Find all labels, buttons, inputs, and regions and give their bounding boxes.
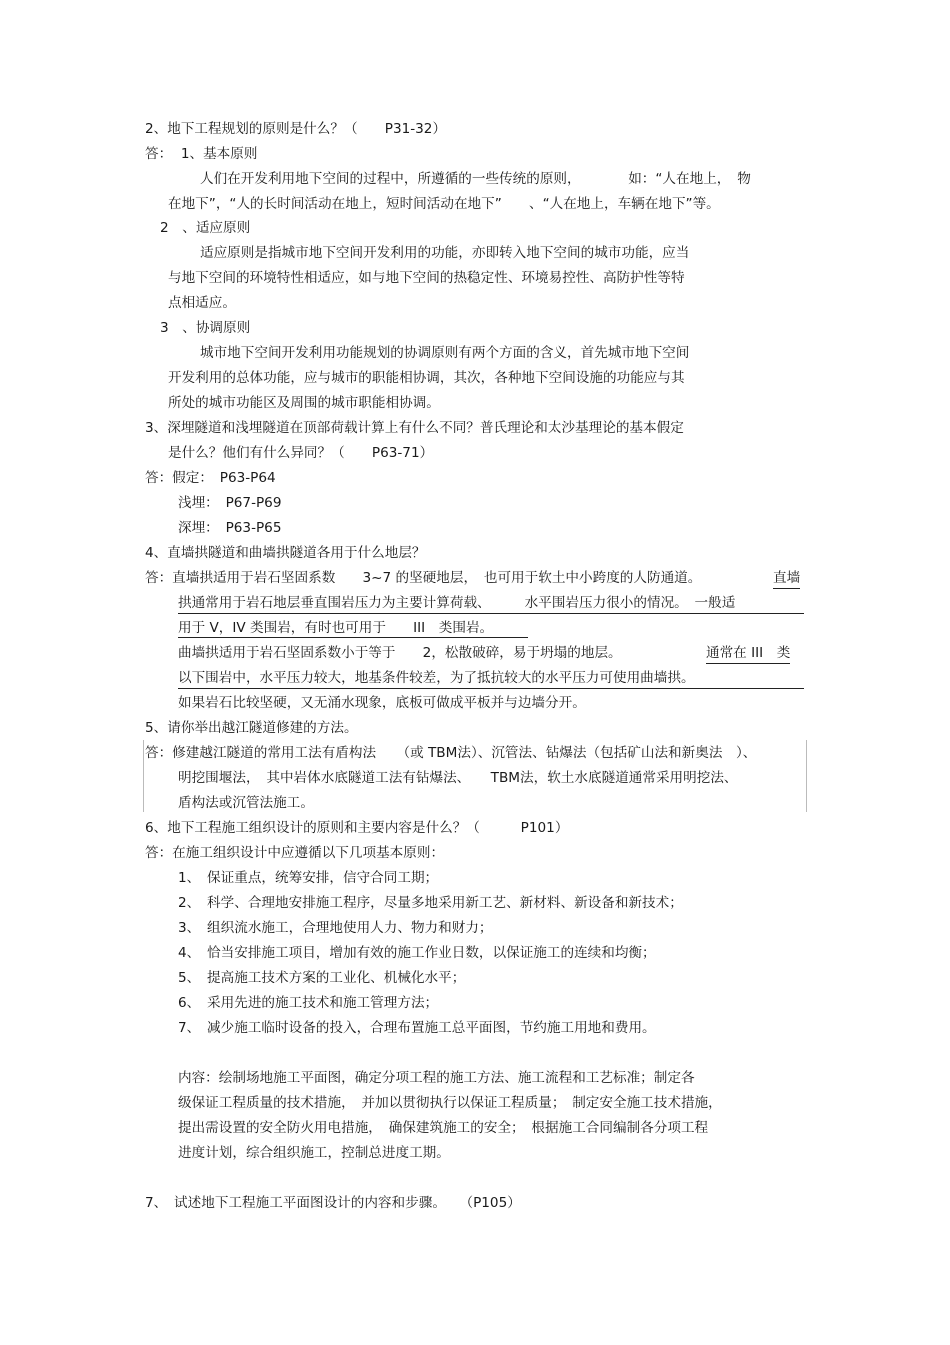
- answer-4-underlined-line: 以下围岩中，水平压力较大，地基条件较差，为了抵抗较大的水平压力可使用曲墙拱。: [178, 669, 804, 689]
- answer-5-line: 明挖围堰法， 其中岩体水底隧道工法有钻爆法、 TBM法，软土水底隧道通常采用明挖法、: [178, 770, 738, 786]
- answer-2-subheading: 2 、适应原则: [160, 220, 251, 236]
- answer-2-subheading: 3 、协调原则: [160, 320, 251, 336]
- answer-2-paragraph-line: 城市地下空间开发利用功能规划的协调原则有两个方面的含义，首先城市地下空间: [200, 345, 690, 361]
- answer-2-paragraph-line: 开发利用的总体功能，应与城市的职能相协调，其次，各种地下空间设施的功能应与其: [168, 370, 685, 386]
- answer-2-intro: 答： 1、基本原则: [145, 146, 258, 162]
- margin-line: [143, 740, 144, 812]
- answer-4-line: 如果岩石比较坚硬，又无涌水现象，底板可做成平板并与边墙分开。: [178, 695, 586, 711]
- list-item: 4、 恰当安排施工项目，增加有效的施工作业日数，以保证施工的连续和均衡；: [178, 945, 656, 961]
- answer-2-paragraph-line: 点相适应。: [168, 295, 236, 311]
- answer-2-paragraph-line: 人们在开发利用地下空间的过程中，所遵循的一些传统的原则， 如：“人在地上， 物: [200, 171, 751, 187]
- answer-6-intro: 答：在施工组织设计中应遵循以下几项基本原则：: [145, 845, 445, 861]
- answer-3-line: 浅埋： P67-P69: [178, 495, 282, 511]
- list-item: 7、 减少施工临时设备的投入，合理布置施工总平面图，节约施工用地和费用。: [178, 1020, 656, 1036]
- question-3-title: 3、深埋隧道和浅埋隧道在顶部荷载计算上有什么不同？普氏理论和太沙基理论的基本假定: [145, 420, 684, 436]
- question-2-title: 2、地下工程规划的原则是什么？（ P31-32）: [145, 121, 447, 137]
- question-3-title-cont: 是什么？他们有什么异同？（ P63-71）: [168, 445, 434, 461]
- answer-3-line: 深埋： P63-P65: [178, 520, 282, 536]
- answer-4-line: 答：直墙拱适用于岩石坚固系数 3~7 的坚硬地层， 也可用于软土中小跨度的人防通道。: [145, 570, 702, 586]
- list-item: 5、 提高施工技术方案的工业化、机械化水平；: [178, 970, 466, 986]
- list-item: 2、 科学、合理地安排施工程序，尽量多地采用新工艺、新材料、新设备和新技术；: [178, 895, 683, 911]
- answer-6-content-line: 提出需设置的安全防火用电措施， 确保建筑施工的安全； 根据施工合同编制各分项工程: [178, 1120, 709, 1136]
- answer-2-paragraph-line: 适应原则是指城市地下空间开发利用的功能，亦即转入地下空间的城市功能，应当: [200, 245, 690, 261]
- list-item: 6、 采用先进的施工技术和施工管理方法；: [178, 995, 439, 1011]
- question-7-title: 7、 试述地下工程施工平面图设计的内容和步骤。 （P105）: [145, 1195, 521, 1211]
- answer-6-content-line: 进度计划，综合组织施工，控制总进度工期。: [178, 1145, 450, 1161]
- margin-line: [806, 740, 807, 812]
- answer-5-line: 答：修建越江隧道的常用工法有盾构法 （或 TBM法）、沉管法、钻爆法（包括矿山法和新奥法 ）、: [145, 745, 757, 761]
- answer-4-underlined-line: 拱通常用于岩石地层垂直围岩压力为主要计算荷载、 水平围岩压力很小的情况。 一般适: [178, 594, 804, 614]
- answer-4-underlined: 通常在 III 类: [706, 644, 790, 664]
- answer-2-paragraph-line: 在地下”，“人的长时间活动在地上，短时间活动在地下” 、“人在地上，车辆在地下”等。: [168, 196, 720, 212]
- question-5-title: 5、请你举出越江隧道修建的方法。: [145, 720, 358, 736]
- list-item: 1、 保证重点，统筹安排，信守合同工期；: [178, 870, 439, 886]
- answer-5-line: 盾构法或沉管法施工。: [178, 795, 314, 811]
- answer-2-paragraph-line: 所处的城市功能区及周围的城市职能相协调。: [168, 395, 440, 411]
- question-6-title: 6、地下工程施工组织设计的原则和主要内容是什么？（ P101）: [145, 820, 569, 836]
- answer-6-content-line: 内容：绘制场地施工平面图，确定分项工程的施工方法、施工流程和工艺标准；制定各: [178, 1070, 695, 1086]
- answer-4-line: 曲墙拱适用于岩石坚固系数小于等于 2，松散破碎，易于坍塌的地层。: [178, 645, 622, 661]
- list-item: 3、 组织流水施工，合理地使用人力、物力和财力；: [178, 920, 493, 936]
- answer-4-underlined: 直墙: [773, 569, 800, 589]
- answer-3-line: 答：假定： P63-P64: [145, 470, 276, 486]
- underline-rule: [178, 637, 528, 638]
- question-4-title: 4、直墙拱隧道和曲墙拱隧道各用于什么地层？: [145, 545, 426, 561]
- answer-2-paragraph-line: 与地下空间的环境特性相适应，如与地下空间的热稳定性、环境易控性、高防护性等特: [168, 270, 685, 286]
- answer-6-content-line: 级保证工程质量的技术措施， 并加以贯彻执行以保证工程质量； 制定安全施工技术措施，: [178, 1095, 722, 1111]
- answer-4-underlined-line: 用于 V，IV 类围岩，有时也可用于 III 类围岩。: [178, 620, 494, 636]
